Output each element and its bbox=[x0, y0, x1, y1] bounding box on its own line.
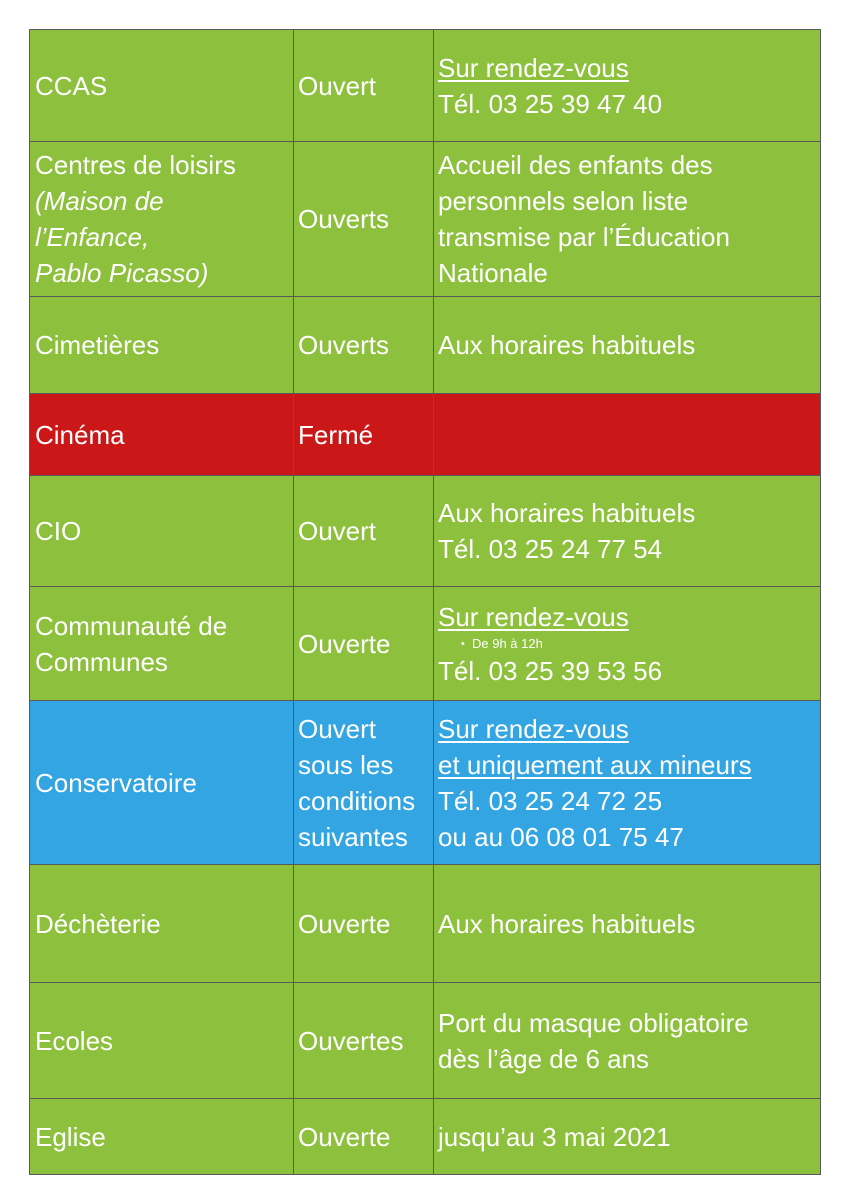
info-line: dès l’âge de 6 ans bbox=[438, 1043, 650, 1074]
status-text: Ouverts bbox=[298, 330, 390, 360]
status-cell bbox=[294, 476, 434, 587]
info-cell bbox=[434, 394, 821, 476]
status-cell bbox=[294, 983, 434, 1099]
status-text: Fermé bbox=[298, 419, 374, 450]
status-cell bbox=[294, 1099, 434, 1175]
table-row-centres-de-loisirs bbox=[30, 142, 821, 297]
phone-text: Tél. 03 25 39 53 56 bbox=[438, 655, 663, 686]
info-cell bbox=[434, 30, 821, 142]
table-row-decheterie bbox=[30, 865, 821, 983]
table-row-ccas bbox=[30, 30, 821, 142]
info-line: transmise par l’Éducation bbox=[438, 222, 730, 252]
status-text: Ouverte bbox=[298, 1121, 391, 1152]
info-line: Aux horaires habituels bbox=[438, 330, 696, 360]
service-note-line: l’Enfance, bbox=[35, 222, 150, 252]
phone-text: Tél. 03 25 39 47 40 bbox=[438, 88, 663, 119]
hours-bullet: • De 9h à 12h bbox=[438, 635, 816, 653]
service-cell bbox=[30, 142, 294, 297]
appointment-text: Sur rendez-vous bbox=[438, 52, 629, 83]
info-cell bbox=[434, 142, 821, 297]
service-note-line: (Maison de bbox=[35, 186, 164, 216]
service-name-line: Communauté de bbox=[35, 610, 228, 641]
info-line: Port du masque obligatoire bbox=[438, 1007, 749, 1038]
service-cell bbox=[30, 701, 294, 865]
table-row-cimetieres bbox=[30, 297, 821, 394]
phone-text: Tél. 03 25 24 77 54 bbox=[438, 534, 663, 564]
table-row-cio bbox=[30, 476, 821, 587]
info-line: Nationale bbox=[438, 258, 548, 288]
services-status-table bbox=[29, 29, 821, 1175]
service-name: Déchèterie bbox=[35, 908, 161, 939]
info-cell bbox=[434, 587, 821, 701]
status-line: conditions bbox=[298, 785, 416, 816]
status-cell bbox=[294, 394, 434, 476]
info-cell bbox=[434, 1099, 821, 1175]
service-name: Conservatoire bbox=[35, 767, 197, 798]
status-text: Ouvertes bbox=[298, 1025, 404, 1056]
info-line: jusqu’au 3 mai 2021 bbox=[438, 1121, 671, 1152]
appointment-text: Sur rendez-vous bbox=[438, 601, 629, 632]
status-cell bbox=[294, 30, 434, 142]
info-line: personnels selon liste bbox=[438, 186, 689, 216]
info-cell bbox=[434, 297, 821, 394]
service-cell bbox=[30, 865, 294, 983]
info-cell bbox=[434, 476, 821, 587]
info-line: Accueil des enfants des bbox=[438, 150, 713, 180]
service-name: Cinéma bbox=[35, 419, 125, 450]
status-text: Ouvert bbox=[298, 516, 377, 546]
service-cell bbox=[30, 983, 294, 1099]
service-name: Centres de loisirs bbox=[35, 150, 236, 180]
service-cell bbox=[30, 394, 294, 476]
status-text: Ouvert bbox=[298, 70, 377, 101]
status-cell bbox=[294, 142, 434, 297]
service-name: CCAS bbox=[35, 70, 108, 101]
status-cell bbox=[294, 297, 434, 394]
appointment-text: Sur rendez-vous bbox=[438, 713, 629, 744]
status-cell bbox=[294, 701, 434, 865]
service-name: CIO bbox=[35, 516, 82, 546]
table-row-cinema bbox=[30, 394, 821, 476]
service-name: Eglise bbox=[35, 1121, 106, 1152]
phone-text: Tél. 03 25 24 72 25 bbox=[438, 785, 663, 816]
status-text: Ouverts bbox=[298, 204, 390, 234]
table-row-ecoles bbox=[30, 983, 821, 1099]
service-cell bbox=[30, 1099, 294, 1175]
phone-alt-text: ou au 06 08 01 75 47 bbox=[438, 821, 684, 852]
service-name: Ecoles bbox=[35, 1025, 114, 1056]
info-line: Aux horaires habituels bbox=[438, 908, 696, 939]
status-cell bbox=[294, 865, 434, 983]
status-cell bbox=[294, 587, 434, 701]
service-cell bbox=[30, 476, 294, 587]
table-row-eglise bbox=[30, 1099, 821, 1175]
service-note-line: Pablo Picasso) bbox=[35, 258, 209, 288]
info-cell bbox=[434, 701, 821, 865]
service-name-line: Communes bbox=[35, 646, 168, 677]
status-text: Ouverte bbox=[298, 908, 391, 939]
status-line: suivantes bbox=[298, 821, 408, 852]
info-cell bbox=[434, 983, 821, 1099]
status-line: sous les bbox=[298, 749, 394, 780]
table-row-conservatoire bbox=[30, 701, 821, 865]
info-cell bbox=[434, 865, 821, 983]
info-line: Aux horaires habituels bbox=[438, 498, 696, 528]
service-cell bbox=[30, 587, 294, 701]
condition-text: et uniquement aux mineurs bbox=[438, 749, 752, 780]
service-name: Cimetières bbox=[35, 330, 160, 360]
status-line: Ouvert bbox=[298, 713, 377, 744]
service-cell bbox=[30, 297, 294, 394]
service-cell bbox=[30, 30, 294, 142]
status-text: Ouverte bbox=[298, 628, 391, 659]
table-row-communaute-de-communes bbox=[30, 587, 821, 701]
